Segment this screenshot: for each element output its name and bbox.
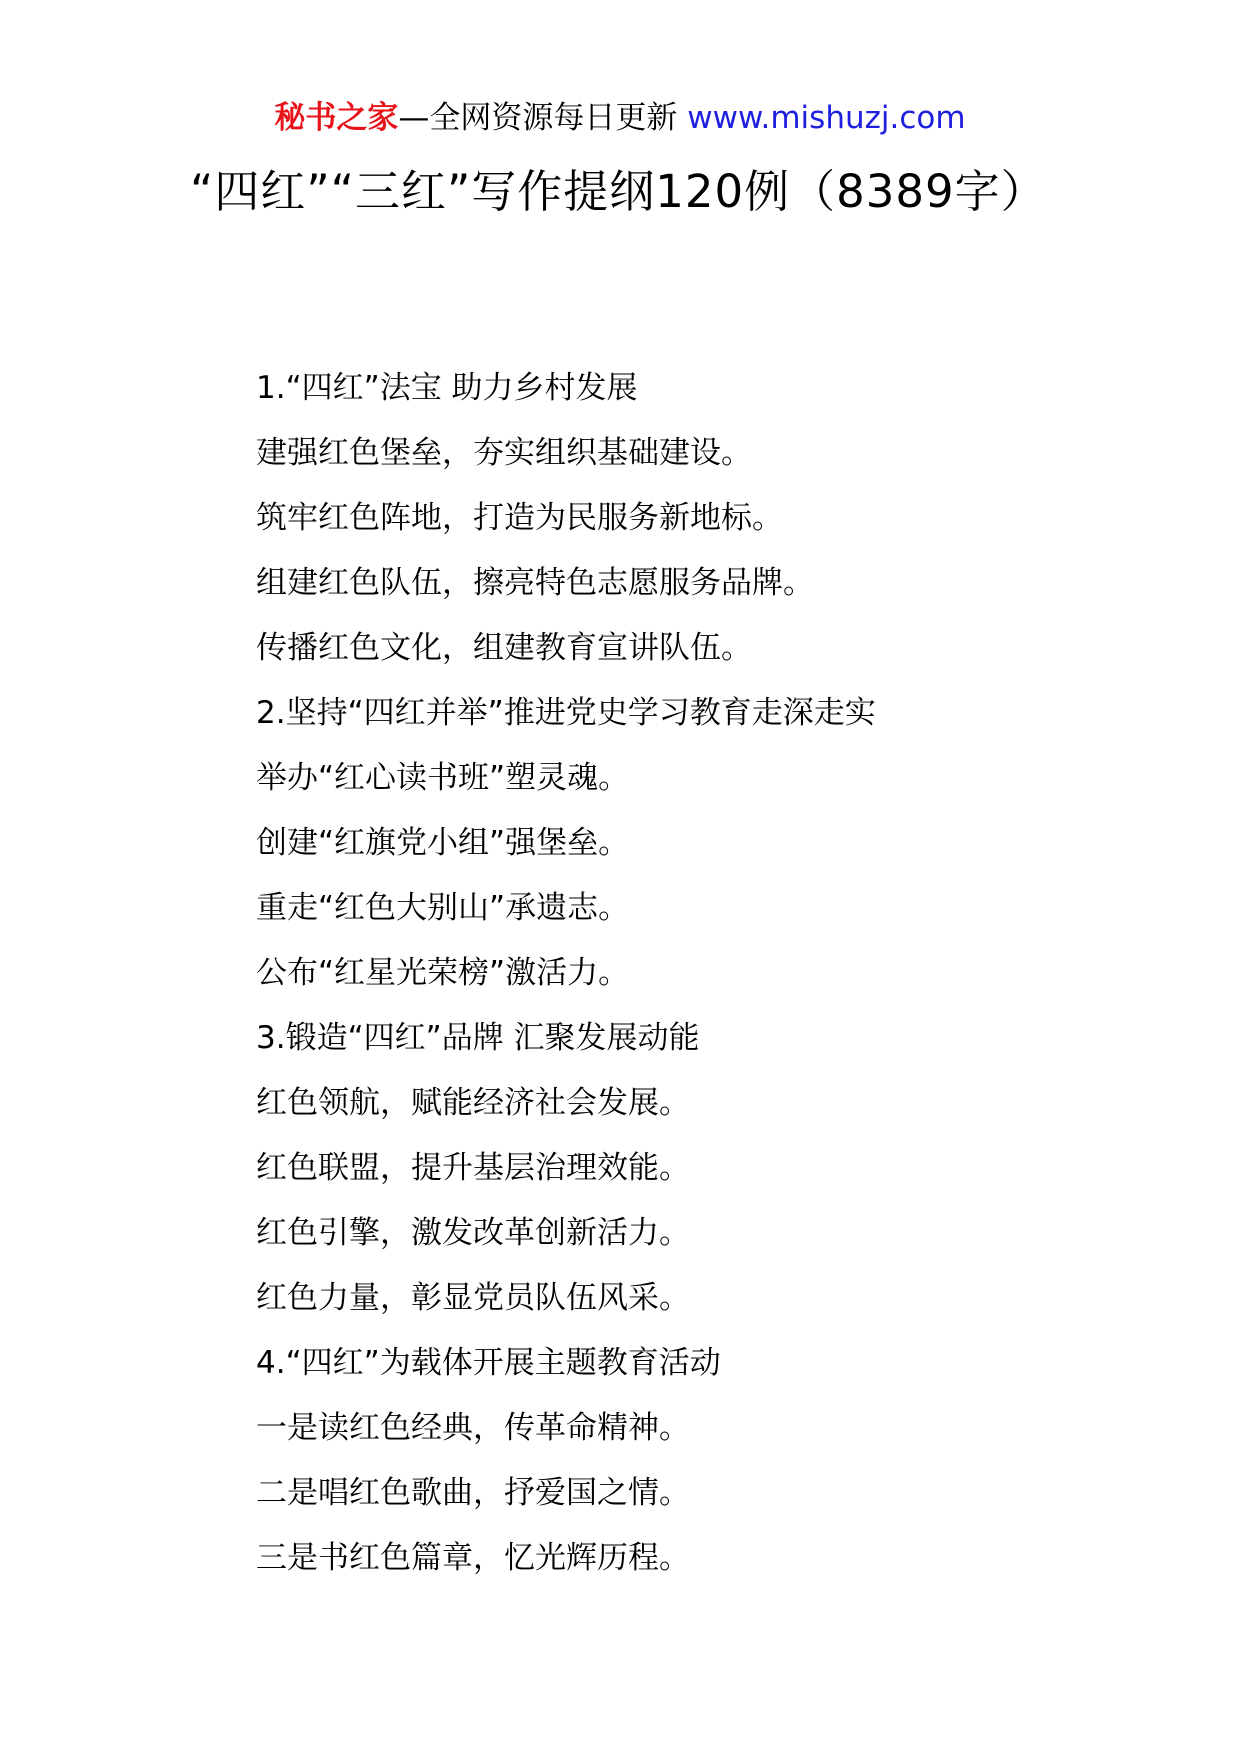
- outline-item: 举办“红心读书班”塑灵魂。: [256, 760, 630, 796]
- outline-item: 重走“红色大别山”承遗志。: [256, 890, 630, 926]
- outline-item: 红色力量，彰显党员队伍风采。: [256, 1280, 690, 1316]
- outline-item: 组建红色队伍，擦亮特色志愿服务品牌。: [256, 565, 814, 601]
- document-body: [256, 356, 1156, 1591]
- outline-item: 三是书红色篇章，忆光辉历程。: [256, 1540, 690, 1576]
- document-title: “四红”“三红”写作提纲120例（8389字）: [190, 165, 1047, 218]
- outline-heading: 1.“四红”法宝 助力乡村发展: [256, 370, 638, 406]
- outline-item: 二是唱红色歌曲，抒爱国之情。: [256, 1475, 690, 1511]
- outline-item: 红色联盟，提升基层治理效能。: [256, 1150, 690, 1186]
- site-header: [0, 98, 1240, 138]
- outline-item: 传播红色文化，组建教育宣讲队伍。: [256, 630, 752, 666]
- outline-item: 红色领航，赋能经济社会发展。: [256, 1085, 690, 1121]
- outline-item: 一是读红色经典，传革命精神。: [256, 1410, 690, 1446]
- outline-item: 建强红色堡垒，夯实组织基础建设。: [256, 435, 752, 471]
- outline-item: 红色引擎，激发改革创新活力。: [256, 1215, 690, 1251]
- outline-item: 公布“红星光荣榜”激活力。: [256, 955, 630, 991]
- outline-heading: 4.“四红”为载体开展主题教育活动: [256, 1345, 721, 1381]
- header-slogan: —全网资源每日更新: [398, 100, 688, 136]
- brand-name: 秘书之家: [274, 100, 399, 136]
- outline-item: 创建“红旗党小组”强堡垒。: [256, 825, 630, 861]
- website-link[interactable]: www.mishuzj.com: [687, 100, 966, 136]
- outline-item: 筑牢红色阵地，打造为民服务新地标。: [256, 500, 783, 536]
- outline-heading: 2.坚持“四红并举”推进党史学习教育走深走实: [256, 695, 876, 731]
- outline-heading: 3.锻造“四红”品牌 汇聚发展动能: [256, 1020, 700, 1056]
